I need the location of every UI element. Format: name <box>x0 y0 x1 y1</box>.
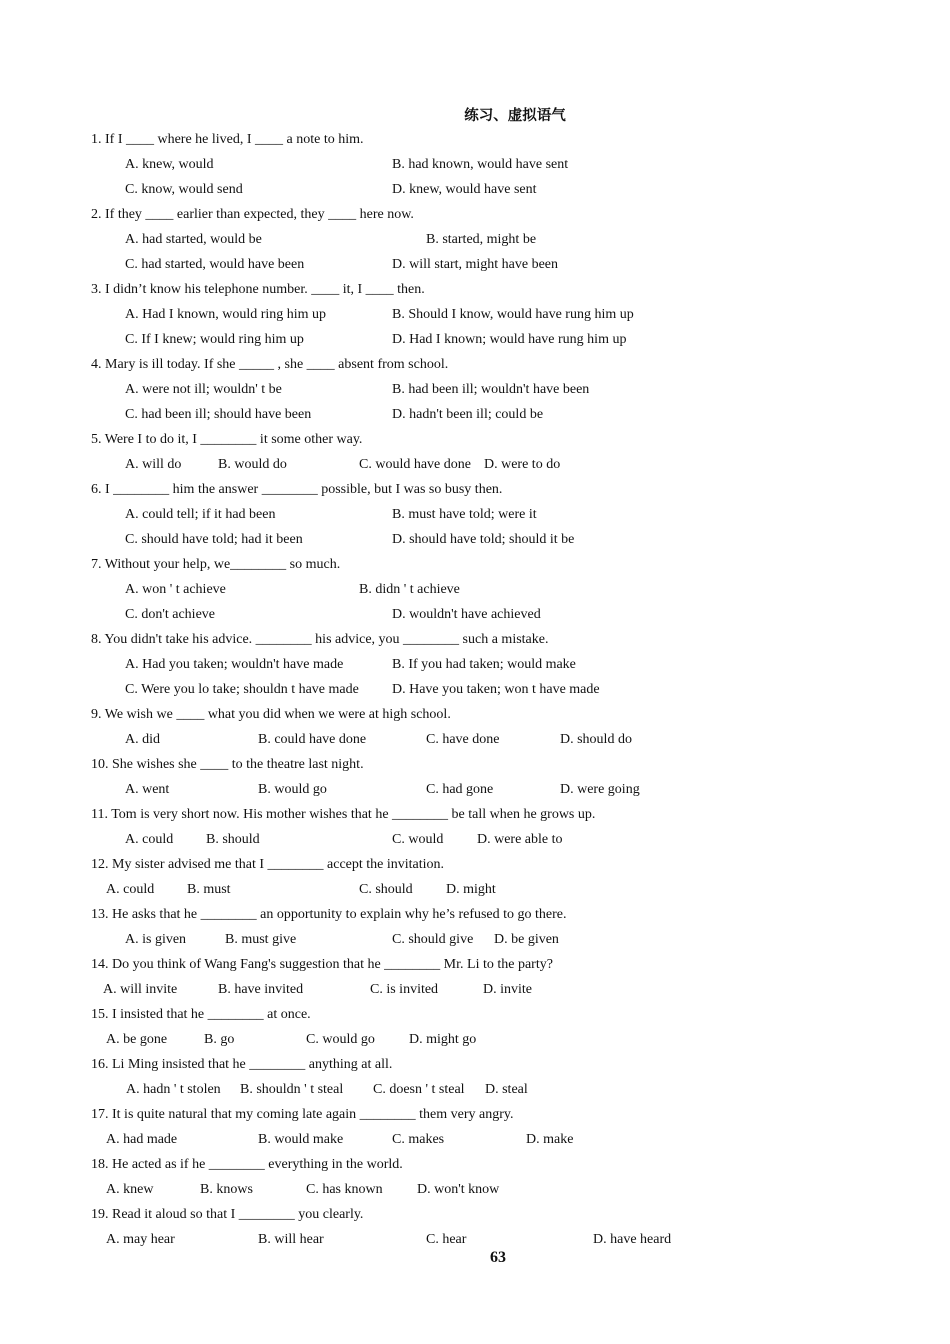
answer-option: B. would make <box>258 1132 344 1147</box>
answer-option: C. has known <box>306 1182 383 1197</box>
answer-option: C. makes <box>392 1132 445 1147</box>
answer-option: B. would do <box>218 457 287 472</box>
answer-option: A. will invite <box>103 982 178 997</box>
question-stem: 11. Tom is very short now. His mother wishes that he ________ be tall when he grows up. <box>91 807 596 822</box>
question-stem: 6. I ________ him the answer ________ possible, but I was so busy then. <box>91 482 503 497</box>
answer-option: A. could <box>106 882 155 897</box>
answer-option: D. invite <box>483 982 532 997</box>
answer-option: B. shouldn ' t steal <box>240 1082 344 1097</box>
answer-option: B. could have done <box>258 732 367 747</box>
question-stem: 5. Were I to do it, I ________ it some other way. <box>91 432 363 447</box>
answer-option: D. wouldn't have achieved <box>392 607 541 622</box>
answer-option: B. knows <box>200 1182 253 1197</box>
answer-option: B. If you had taken; would make <box>392 657 576 672</box>
answer-option: B. have invited <box>218 982 304 997</box>
question-stem: 1. If I ____ where he lived, I ____ a note to him. <box>91 132 364 147</box>
answer-option: B. Should I know, would have rung him up <box>392 307 634 322</box>
page-number: 63 <box>490 1249 506 1266</box>
question-stem: 2. If they ____ earlier than expected, they ____ here now. <box>91 207 414 222</box>
question-stem: 10. She wishes she ____ to the theatre last night. <box>91 757 364 772</box>
answer-option: A. were not ill; wouldn' t be <box>125 382 282 397</box>
answer-option: A. is given <box>125 932 187 947</box>
answer-option: A. knew <box>106 1182 154 1197</box>
answer-option: C. would have done <box>359 457 471 472</box>
answer-option: C. Were you lo take; shouldn t have made <box>125 682 359 697</box>
question-stem: 3. I didn’t know his telephone number. ____ it, I ____ then. <box>91 282 425 297</box>
answer-option: B. started, might be <box>426 232 537 247</box>
answer-option: D. have heard <box>593 1232 672 1247</box>
question-stem: 13. He asks that he ________ an opportunity to explain why he’s refused to go there. <box>91 907 567 922</box>
answer-option: A. Had you taken; wouldn't have made <box>125 657 344 672</box>
answer-option: D. might go <box>409 1032 477 1047</box>
answer-option: D. might <box>446 882 496 897</box>
answer-option: C. hear <box>426 1232 467 1247</box>
answer-option: D. Have you taken; won t have made <box>392 682 600 697</box>
question-stem: 8. You didn't take his advice. ________ his advice, you ________ such a mistake. <box>91 632 549 647</box>
answer-option: D. won't know <box>417 1182 500 1197</box>
answer-option: A. knew, would <box>125 157 214 172</box>
answer-option: A. Had I known, would ring him up <box>125 307 327 322</box>
answer-option: D. should have told; should it be <box>392 532 575 547</box>
answer-option: A. could tell; if it had been <box>125 507 276 522</box>
answer-option: C. had started, would have been <box>125 257 305 272</box>
question-stem: 12. My sister advised me that I ________ accept the invitation. <box>91 857 445 872</box>
answer-option: B. will hear <box>258 1232 324 1247</box>
answer-option: D. steal <box>485 1082 528 1097</box>
question-stem: 16. Li Ming insisted that he ________ anything at all. <box>91 1057 393 1072</box>
answer-option: C. have done <box>426 732 500 747</box>
answer-option: C. is invited <box>370 982 439 997</box>
question-stem: 4. Mary is ill today. If she _____ , she ____ absent from school. <box>91 357 449 372</box>
answer-option: C. should give <box>392 932 474 947</box>
answer-option: C. should have told; had it been <box>125 532 303 547</box>
answer-option: B. should <box>206 832 260 847</box>
answer-option: D. make <box>526 1132 574 1147</box>
answer-option: A. had made <box>106 1132 178 1147</box>
answer-option: A. could <box>125 832 174 847</box>
answer-option: B. would go <box>258 782 327 797</box>
answer-option: A. may hear <box>106 1232 175 1247</box>
answer-option: D. hadn't been ill; could be <box>392 407 544 422</box>
answer-option: A. will do <box>125 457 182 472</box>
answer-option: A. be gone <box>106 1032 168 1047</box>
page-title: 练习、虚拟语气 <box>464 108 566 124</box>
answer-option: B. go <box>204 1032 235 1047</box>
answer-option: C. had gone <box>426 782 494 797</box>
answer-option: D. were going <box>560 782 640 797</box>
question-stem: 18. He acted as if he ________ everything in the world. <box>91 1157 403 1172</box>
answer-option: D. Had I known; would have rung him up <box>392 332 627 347</box>
answer-option: B. had been ill; wouldn't have been <box>392 382 590 397</box>
answer-option: D. will start, might have been <box>392 257 559 272</box>
answer-option: D. be given <box>494 932 559 947</box>
answer-option: A. did <box>125 732 160 747</box>
answer-option: C. should <box>359 882 413 897</box>
answer-option: B. must have told; were it <box>392 507 537 522</box>
question-stem: 7. Without your help, we________ so much. <box>91 557 341 572</box>
answer-option: D. were able to <box>477 832 563 847</box>
answer-option: C. would go <box>306 1032 375 1047</box>
answer-option: C. know, would send <box>125 182 243 197</box>
answer-option: C. don't achieve <box>125 607 215 622</box>
question-stem: 15. I insisted that he ________ at once. <box>91 1007 311 1022</box>
answer-option: A. had started, would be <box>125 232 262 247</box>
answer-option: C. If I knew; would ring him up <box>125 332 304 347</box>
answer-option: B. didn ' t achieve <box>359 582 460 597</box>
answer-option: B. must <box>187 882 231 897</box>
question-stem: 9. We wish we ____ what you did when we were at high school. <box>91 707 451 722</box>
answer-option: D. should do <box>560 732 632 747</box>
answer-option: A. won ' t achieve <box>125 582 226 597</box>
answer-option: C. had been ill; should have been <box>125 407 312 422</box>
question-stem: 19. Read it aloud so that I ________ you clearly. <box>91 1207 364 1222</box>
answer-option: C. doesn ' t steal <box>373 1082 465 1097</box>
answer-option: B. had known, would have sent <box>392 157 569 172</box>
answer-option: D. were to do <box>484 457 561 472</box>
answer-option: D. knew, would have sent <box>392 182 537 197</box>
answer-option: A. went <box>125 782 170 797</box>
answer-option: A. hadn ' t stolen <box>126 1082 221 1097</box>
question-stem: 17. It is quite natural that my coming late again ________ them very angry. <box>91 1107 514 1122</box>
answer-option: C. would <box>392 832 444 847</box>
question-stem: 14. Do you think of Wang Fang's suggestion that he ________ Mr. Li to the party? <box>91 957 553 972</box>
answer-option: B. must give <box>225 932 297 947</box>
